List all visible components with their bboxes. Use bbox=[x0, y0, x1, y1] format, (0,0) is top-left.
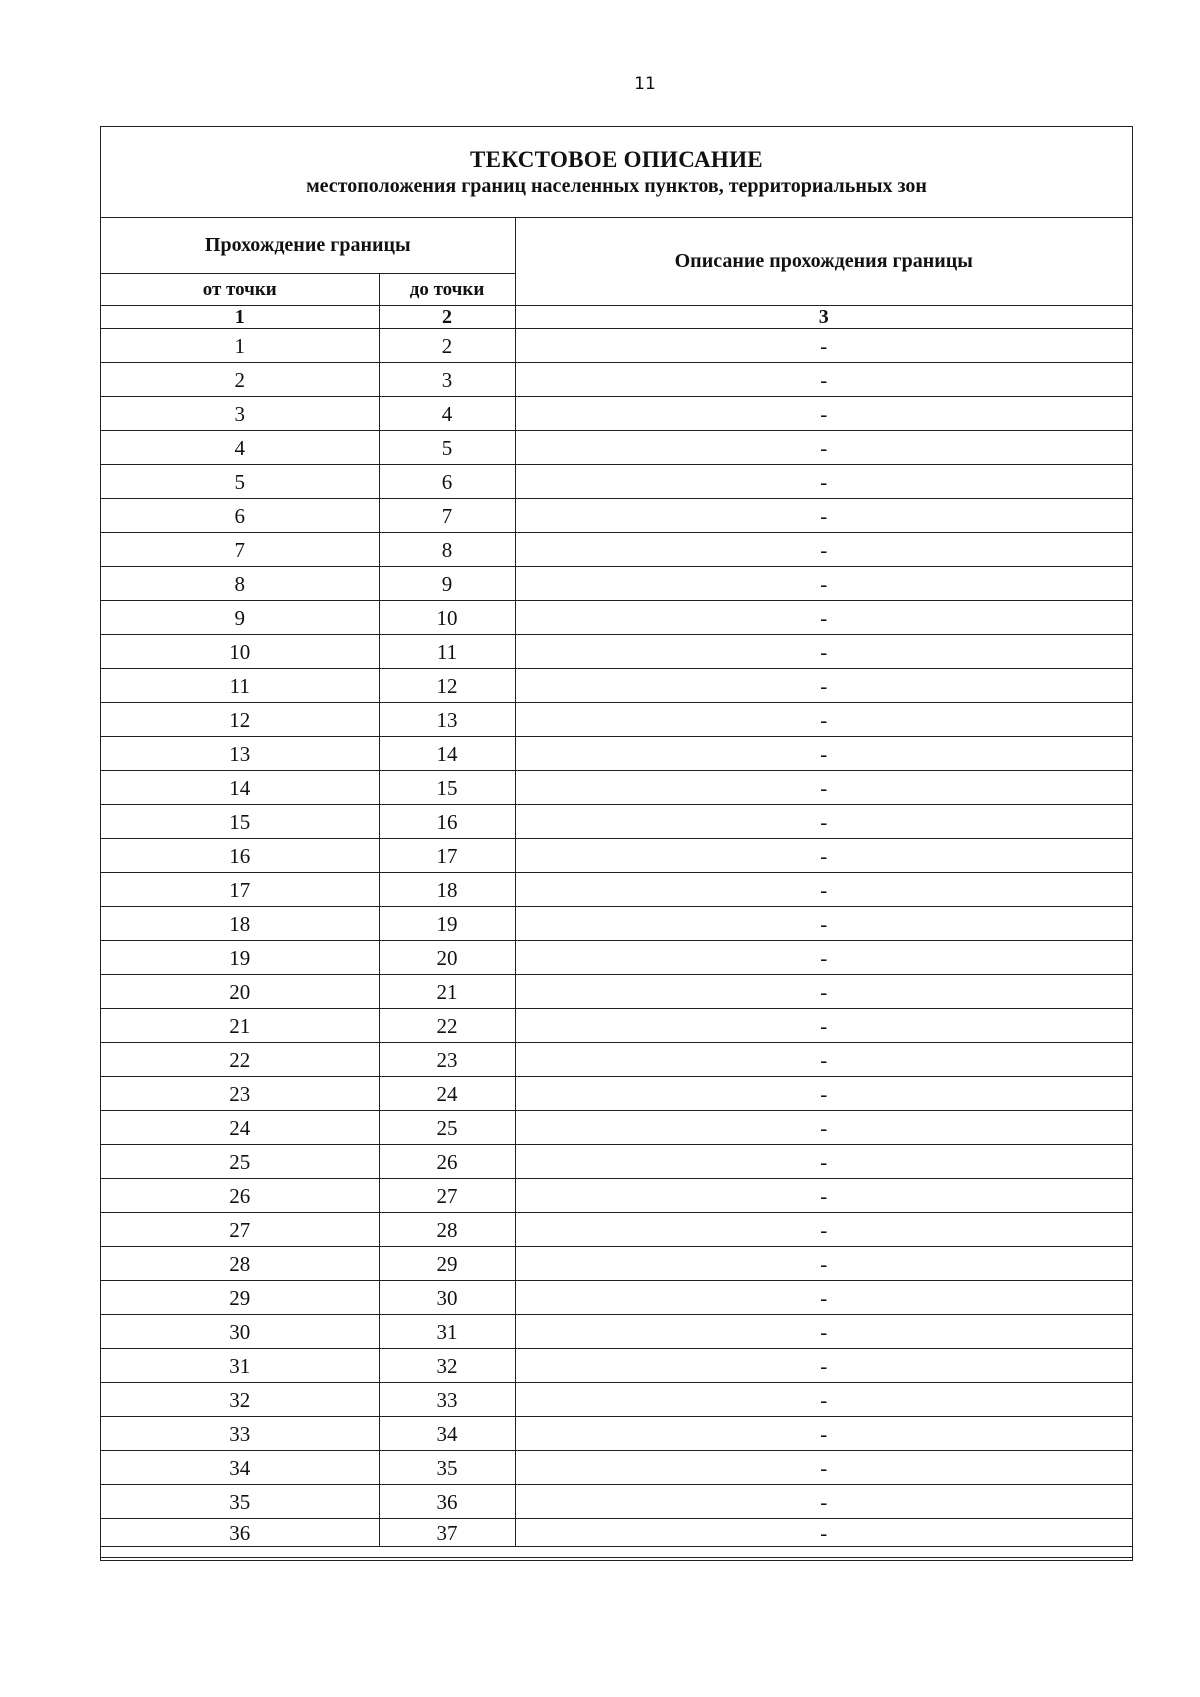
description-cell: - bbox=[515, 1111, 1132, 1145]
to-point-cell: 21 bbox=[379, 975, 515, 1009]
table-row bbox=[101, 975, 1132, 1009]
description-cell: - bbox=[515, 907, 1132, 941]
description-cell: - bbox=[515, 397, 1132, 431]
from-point-cell: 33 bbox=[101, 1417, 379, 1451]
table-row bbox=[101, 771, 1132, 805]
table-row bbox=[101, 1519, 1132, 1547]
header-to-point: до точки bbox=[379, 274, 515, 306]
from-point-cell: 27 bbox=[101, 1213, 379, 1247]
to-point-cell: 24 bbox=[379, 1077, 515, 1111]
from-point-cell: 19 bbox=[101, 941, 379, 975]
description-cell: - bbox=[515, 737, 1132, 771]
from-point-cell: 8 bbox=[101, 567, 379, 601]
description-cell: - bbox=[515, 431, 1132, 465]
column-number-3: 3 bbox=[515, 306, 1132, 329]
to-point-cell: 14 bbox=[379, 737, 515, 771]
description-cell: - bbox=[515, 1179, 1132, 1213]
page-number: 11 bbox=[634, 74, 656, 94]
document-title: ТЕКСТОВОЕ ОПИСАНИЕ bbox=[470, 147, 763, 172]
to-point-cell: 28 bbox=[379, 1213, 515, 1247]
from-point-cell: 13 bbox=[101, 737, 379, 771]
description-cell: - bbox=[515, 533, 1132, 567]
from-point-cell: 35 bbox=[101, 1485, 379, 1519]
from-point-cell: 5 bbox=[101, 465, 379, 499]
table-row bbox=[101, 431, 1132, 465]
table-row bbox=[101, 1349, 1132, 1383]
to-point-cell: 12 bbox=[379, 669, 515, 703]
table-row bbox=[101, 737, 1132, 771]
to-point-cell: 17 bbox=[379, 839, 515, 873]
to-point-cell: 31 bbox=[379, 1315, 515, 1349]
table-row bbox=[101, 567, 1132, 601]
table-row bbox=[101, 601, 1132, 635]
table-row bbox=[101, 363, 1132, 397]
table-row bbox=[101, 1077, 1132, 1111]
from-point-cell: 4 bbox=[101, 431, 379, 465]
table-row bbox=[101, 1247, 1132, 1281]
from-point-cell: 10 bbox=[101, 635, 379, 669]
header-description: Описание прохождения границы bbox=[515, 218, 1132, 306]
from-point-cell: 29 bbox=[101, 1281, 379, 1315]
description-cell: - bbox=[515, 1383, 1132, 1417]
table-row bbox=[101, 1383, 1132, 1417]
from-point-cell: 30 bbox=[101, 1315, 379, 1349]
from-point-cell: 15 bbox=[101, 805, 379, 839]
from-point-cell: 7 bbox=[101, 533, 379, 567]
from-point-cell: 23 bbox=[101, 1077, 379, 1111]
to-point-cell: 30 bbox=[379, 1281, 515, 1315]
to-point-cell: 34 bbox=[379, 1417, 515, 1451]
to-point-cell: 8 bbox=[379, 533, 515, 567]
to-point-cell: 26 bbox=[379, 1145, 515, 1179]
from-point-cell: 25 bbox=[101, 1145, 379, 1179]
description-cell: - bbox=[515, 601, 1132, 635]
column-number-1: 1 bbox=[101, 306, 379, 329]
table-row bbox=[101, 907, 1132, 941]
to-point-cell: 2 bbox=[379, 329, 515, 363]
to-point-cell: 5 bbox=[379, 431, 515, 465]
description-cell: - bbox=[515, 1485, 1132, 1519]
description-cell: - bbox=[515, 1213, 1132, 1247]
from-point-cell: 16 bbox=[101, 839, 379, 873]
boundary-description-document bbox=[100, 126, 1133, 1561]
table-row bbox=[101, 1179, 1132, 1213]
description-cell: - bbox=[515, 1009, 1132, 1043]
to-point-cell: 7 bbox=[379, 499, 515, 533]
table-row bbox=[101, 873, 1132, 907]
to-point-cell: 20 bbox=[379, 941, 515, 975]
to-point-cell: 22 bbox=[379, 1009, 515, 1043]
description-cell: - bbox=[515, 669, 1132, 703]
table-row bbox=[101, 499, 1132, 533]
description-cell: - bbox=[515, 805, 1132, 839]
description-cell: - bbox=[515, 839, 1132, 873]
from-point-cell: 11 bbox=[101, 669, 379, 703]
description-cell: - bbox=[515, 1417, 1132, 1451]
from-point-cell: 14 bbox=[101, 771, 379, 805]
to-point-cell: 10 bbox=[379, 601, 515, 635]
table-row bbox=[101, 703, 1132, 737]
to-point-cell: 11 bbox=[379, 635, 515, 669]
table-row bbox=[101, 1213, 1132, 1247]
from-point-cell: 28 bbox=[101, 1247, 379, 1281]
to-point-cell: 6 bbox=[379, 465, 515, 499]
description-cell: - bbox=[515, 465, 1132, 499]
bottom-rule bbox=[101, 1557, 1132, 1558]
table-row bbox=[101, 1451, 1132, 1485]
description-cell: - bbox=[515, 975, 1132, 1009]
to-point-cell: 18 bbox=[379, 873, 515, 907]
from-point-cell: 6 bbox=[101, 499, 379, 533]
from-point-cell: 24 bbox=[101, 1111, 379, 1145]
table-row bbox=[101, 397, 1132, 431]
description-cell: - bbox=[515, 1281, 1132, 1315]
from-point-cell: 9 bbox=[101, 601, 379, 635]
description-cell: - bbox=[515, 1519, 1132, 1547]
from-point-cell: 34 bbox=[101, 1451, 379, 1485]
table-row bbox=[101, 533, 1132, 567]
title-block bbox=[101, 127, 1132, 218]
description-cell: - bbox=[515, 567, 1132, 601]
from-point-cell: 32 bbox=[101, 1383, 379, 1417]
from-point-cell: 20 bbox=[101, 975, 379, 1009]
from-point-cell: 17 bbox=[101, 873, 379, 907]
to-point-cell: 27 bbox=[379, 1179, 515, 1213]
to-point-cell: 3 bbox=[379, 363, 515, 397]
to-point-cell: 33 bbox=[379, 1383, 515, 1417]
table-row bbox=[101, 669, 1132, 703]
table-row bbox=[101, 941, 1132, 975]
table-row bbox=[101, 1043, 1132, 1077]
description-cell: - bbox=[515, 1077, 1132, 1111]
header-from-point: от точки bbox=[101, 274, 379, 306]
table-row bbox=[101, 1009, 1132, 1043]
document-subtitle: местоположения границ населенных пунктов, территориальных зон bbox=[306, 175, 927, 197]
to-point-cell: 4 bbox=[379, 397, 515, 431]
to-point-cell: 9 bbox=[379, 567, 515, 601]
description-cell: - bbox=[515, 1043, 1132, 1077]
to-point-cell: 15 bbox=[379, 771, 515, 805]
from-point-cell: 36 bbox=[101, 1519, 379, 1547]
header-boundary-passage: Прохождение границы bbox=[101, 218, 515, 274]
column-number-2: 2 bbox=[379, 306, 515, 329]
to-point-cell: 35 bbox=[379, 1451, 515, 1485]
to-point-cell: 16 bbox=[379, 805, 515, 839]
description-cell: - bbox=[515, 1247, 1132, 1281]
description-cell: - bbox=[515, 363, 1132, 397]
description-cell: - bbox=[515, 1315, 1132, 1349]
from-point-cell: 26 bbox=[101, 1179, 379, 1213]
description-cell: - bbox=[515, 635, 1132, 669]
from-point-cell: 31 bbox=[101, 1349, 379, 1383]
from-point-cell: 3 bbox=[101, 397, 379, 431]
from-point-cell: 2 bbox=[101, 363, 379, 397]
table-row bbox=[101, 1145, 1132, 1179]
boundary-table bbox=[101, 218, 1132, 1547]
table-row bbox=[101, 1485, 1132, 1519]
description-cell: - bbox=[515, 941, 1132, 975]
to-point-cell: 32 bbox=[379, 1349, 515, 1383]
table-row bbox=[101, 465, 1132, 499]
to-point-cell: 29 bbox=[379, 1247, 515, 1281]
description-cell: - bbox=[515, 703, 1132, 737]
table-row bbox=[101, 839, 1132, 873]
table-row bbox=[101, 1315, 1132, 1349]
table-row bbox=[101, 1111, 1132, 1145]
description-cell: - bbox=[515, 1145, 1132, 1179]
to-point-cell: 36 bbox=[379, 1485, 515, 1519]
table-row bbox=[101, 329, 1132, 363]
to-point-cell: 37 bbox=[379, 1519, 515, 1547]
from-point-cell: 12 bbox=[101, 703, 379, 737]
table-row bbox=[101, 805, 1132, 839]
table-row bbox=[101, 1281, 1132, 1315]
description-cell: - bbox=[515, 329, 1132, 363]
to-point-cell: 19 bbox=[379, 907, 515, 941]
from-point-cell: 1 bbox=[101, 329, 379, 363]
table-row bbox=[101, 1417, 1132, 1451]
description-cell: - bbox=[515, 873, 1132, 907]
description-cell: - bbox=[515, 1349, 1132, 1383]
to-point-cell: 13 bbox=[379, 703, 515, 737]
table-row bbox=[101, 635, 1132, 669]
from-point-cell: 21 bbox=[101, 1009, 379, 1043]
to-point-cell: 25 bbox=[379, 1111, 515, 1145]
description-cell: - bbox=[515, 499, 1132, 533]
to-point-cell: 23 bbox=[379, 1043, 515, 1077]
from-point-cell: 22 bbox=[101, 1043, 379, 1077]
table-body bbox=[101, 329, 1132, 1547]
from-point-cell: 18 bbox=[101, 907, 379, 941]
description-cell: - bbox=[515, 1451, 1132, 1485]
description-cell: - bbox=[515, 771, 1132, 805]
